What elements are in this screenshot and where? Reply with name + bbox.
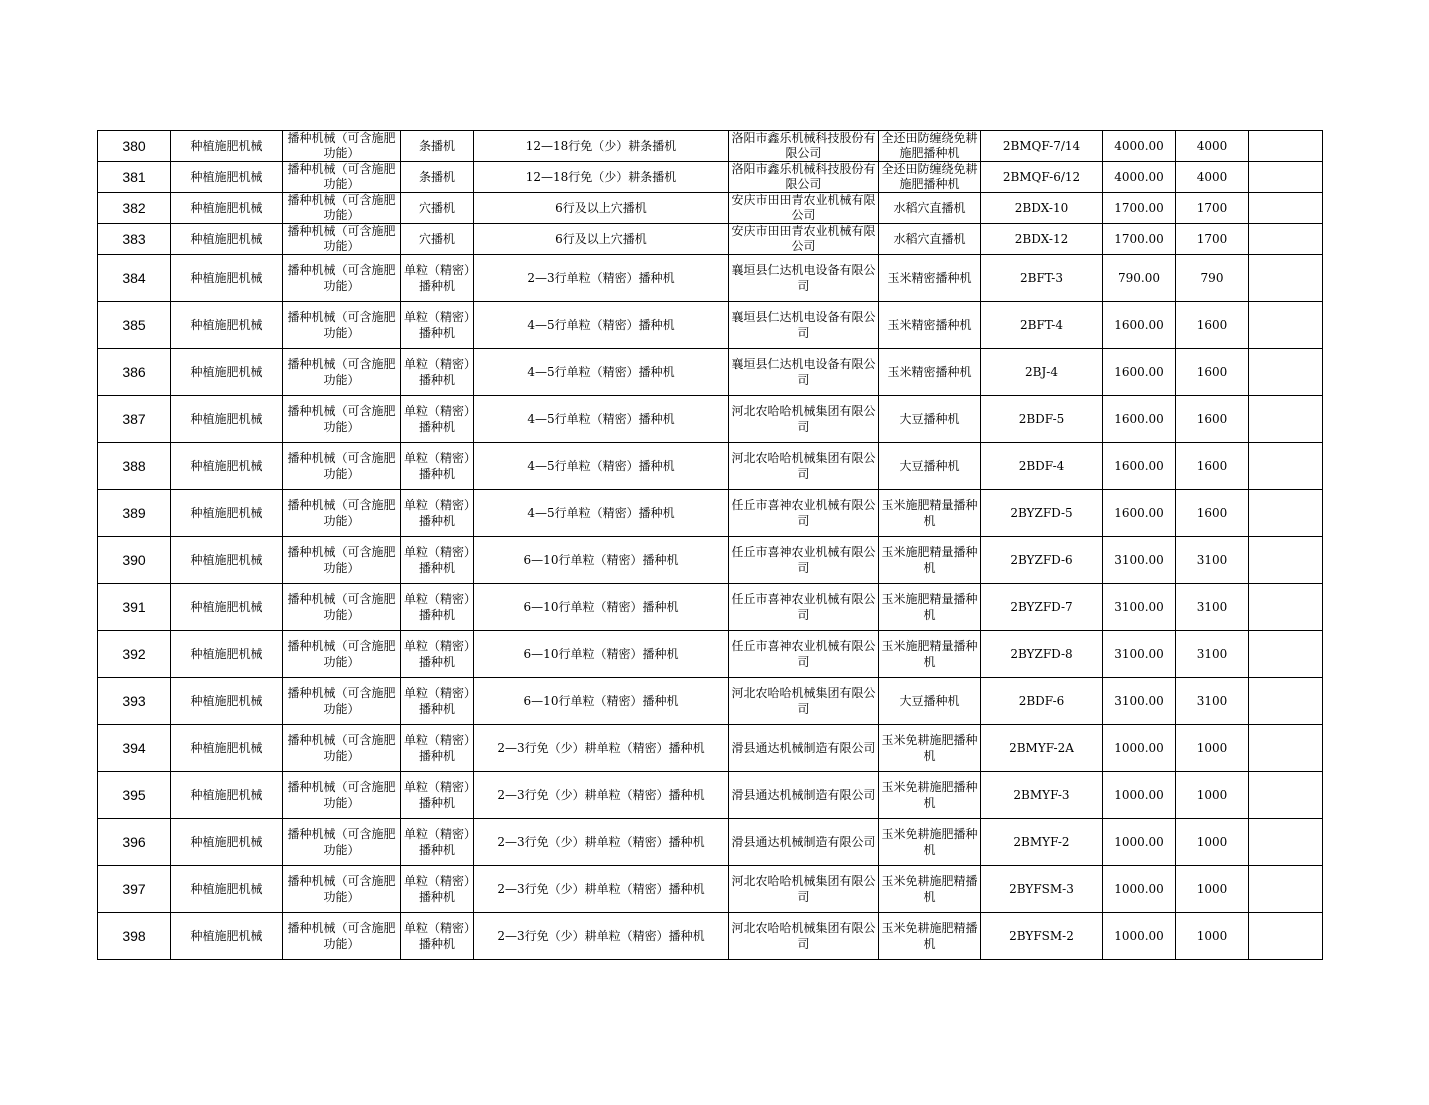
product-name-cell: 玉米施肥精量播种机 — [879, 631, 981, 678]
price-cell: 4000.00 — [1103, 131, 1176, 162]
remark-cell — [1249, 819, 1323, 866]
row-number-cell: 388 — [98, 443, 171, 490]
manufacturer-cell: 襄垣县仁达机电设备有限公司 — [729, 302, 879, 349]
manufacturer-cell: 任丘市喜神农业机械有限公司 — [729, 584, 879, 631]
manufacturer-cell: 河北农哈哈机械集团有限公司 — [729, 866, 879, 913]
model-number-cell: 2BYZFD-6 — [981, 537, 1103, 584]
model-number-cell: 2BMYF-2A — [981, 725, 1103, 772]
machine-grade-cell: 12—18行免（少）耕条播机 — [474, 162, 729, 193]
product-name-cell: 玉米免耕施肥播种机 — [879, 772, 981, 819]
machine-category-cell: 种植施肥机械 — [171, 490, 283, 537]
model-number-cell: 2BDX-10 — [981, 193, 1103, 224]
machine-type-cell: 单粒（精密）播种机 — [401, 725, 474, 772]
table-row — [98, 302, 1323, 349]
row-number-cell: 386 — [98, 349, 171, 396]
machine-subcategory-cell: 播种机械（可含施肥功能） — [283, 678, 401, 725]
remark-cell — [1249, 490, 1323, 537]
machine-subcategory-cell: 播种机械（可含施肥功能） — [283, 584, 401, 631]
product-name-cell: 大豆播种机 — [879, 396, 981, 443]
subsidy-amount-cell: 1700 — [1176, 193, 1249, 224]
table-row — [98, 396, 1323, 443]
machine-category-cell: 种植施肥机械 — [171, 631, 283, 678]
remark-cell — [1249, 443, 1323, 490]
price-cell: 1000.00 — [1103, 819, 1176, 866]
machine-category-cell: 种植施肥机械 — [171, 584, 283, 631]
model-number-cell: 2BMQF-6/12 — [981, 162, 1103, 193]
machine-subcategory-cell: 播种机械（可含施肥功能） — [283, 772, 401, 819]
machine-type-cell: 单粒（精密）播种机 — [401, 631, 474, 678]
machine-subcategory-cell: 播种机械（可含施肥功能） — [283, 490, 401, 537]
remark-cell — [1249, 866, 1323, 913]
manufacturer-cell: 滑县通达机械制造有限公司 — [729, 819, 879, 866]
remark-cell — [1249, 302, 1323, 349]
manufacturer-cell: 安庆市田田青农业机械有限公司 — [729, 193, 879, 224]
price-cell: 1000.00 — [1103, 866, 1176, 913]
machine-subcategory-cell: 播种机械（可含施肥功能） — [283, 255, 401, 302]
model-number-cell: 2BYFSM-2 — [981, 913, 1103, 960]
row-number-cell: 389 — [98, 490, 171, 537]
manufacturer-cell: 河北农哈哈机械集团有限公司 — [729, 678, 879, 725]
row-number-cell: 398 — [98, 913, 171, 960]
table-row — [98, 255, 1323, 302]
subsidy-amount-cell: 1000 — [1176, 819, 1249, 866]
subsidy-amount-cell: 1000 — [1176, 913, 1249, 960]
machine-grade-cell: 4—5行单粒（精密）播种机 — [474, 302, 729, 349]
price-cell: 3100.00 — [1103, 584, 1176, 631]
machine-type-cell: 单粒（精密）播种机 — [401, 819, 474, 866]
row-number-cell: 387 — [98, 396, 171, 443]
row-number-cell: 383 — [98, 224, 171, 255]
machine-category-cell: 种植施肥机械 — [171, 224, 283, 255]
remark-cell — [1249, 193, 1323, 224]
machine-grade-cell: 2—3行免（少）耕单粒（精密）播种机 — [474, 913, 729, 960]
machine-subcategory-cell: 播种机械（可含施肥功能） — [283, 193, 401, 224]
table-row — [98, 537, 1323, 584]
price-cell: 1600.00 — [1103, 302, 1176, 349]
price-cell: 3100.00 — [1103, 678, 1176, 725]
machine-subcategory-cell: 播种机械（可含施肥功能） — [283, 819, 401, 866]
table-row — [98, 866, 1323, 913]
price-cell: 1000.00 — [1103, 725, 1176, 772]
row-number-cell: 395 — [98, 772, 171, 819]
table-row — [98, 349, 1323, 396]
subsidy-amount-cell: 1000 — [1176, 866, 1249, 913]
machine-type-cell: 单粒（精密）播种机 — [401, 913, 474, 960]
product-name-cell: 玉米免耕施肥精播机 — [879, 913, 981, 960]
manufacturer-cell: 任丘市喜神农业机械有限公司 — [729, 537, 879, 584]
machine-grade-cell: 6—10行单粒（精密）播种机 — [474, 584, 729, 631]
machine-subcategory-cell: 播种机械（可含施肥功能） — [283, 396, 401, 443]
row-number-cell: 385 — [98, 302, 171, 349]
remark-cell — [1249, 131, 1323, 162]
model-number-cell: 2BFT-3 — [981, 255, 1103, 302]
machine-grade-cell: 2—3行免（少）耕单粒（精密）播种机 — [474, 725, 729, 772]
subsidy-amount-cell: 1600 — [1176, 302, 1249, 349]
machine-category-cell: 种植施肥机械 — [171, 913, 283, 960]
subsidy-amount-cell: 1700 — [1176, 224, 1249, 255]
machine-type-cell: 单粒（精密）播种机 — [401, 678, 474, 725]
machine-subcategory-cell: 播种机械（可含施肥功能） — [283, 162, 401, 193]
row-number-cell: 381 — [98, 162, 171, 193]
manufacturer-cell: 任丘市喜神农业机械有限公司 — [729, 631, 879, 678]
manufacturer-cell: 襄垣县仁达机电设备有限公司 — [729, 255, 879, 302]
machine-grade-cell: 12—18行免（少）耕条播机 — [474, 131, 729, 162]
price-cell: 1700.00 — [1103, 193, 1176, 224]
product-name-cell: 全还田防缠绕免耕施肥播种机 — [879, 131, 981, 162]
price-cell: 1600.00 — [1103, 443, 1176, 490]
machine-category-cell: 种植施肥机械 — [171, 162, 283, 193]
manufacturer-cell: 洛阳市鑫乐机械科技股份有限公司 — [729, 131, 879, 162]
price-cell: 1600.00 — [1103, 396, 1176, 443]
price-cell: 3100.00 — [1103, 631, 1176, 678]
subsidy-amount-cell: 1600 — [1176, 490, 1249, 537]
machine-grade-cell: 2—3行单粒（精密）播种机 — [474, 255, 729, 302]
row-number-cell: 391 — [98, 584, 171, 631]
remark-cell — [1249, 913, 1323, 960]
model-number-cell: 2BYFSM-3 — [981, 866, 1103, 913]
subsidy-amount-cell: 1000 — [1176, 725, 1249, 772]
product-name-cell: 玉米精密播种机 — [879, 349, 981, 396]
machine-subcategory-cell: 播种机械（可含施肥功能） — [283, 302, 401, 349]
machine-grade-cell: 4—5行单粒（精密）播种机 — [474, 443, 729, 490]
subsidy-amount-cell: 4000 — [1176, 162, 1249, 193]
machine-grade-cell: 2—3行免（少）耕单粒（精密）播种机 — [474, 866, 729, 913]
model-number-cell: 2BYZFD-5 — [981, 490, 1103, 537]
subsidy-amount-cell: 790 — [1176, 255, 1249, 302]
subsidy-amount-cell: 4000 — [1176, 131, 1249, 162]
machine-category-cell: 种植施肥机械 — [171, 678, 283, 725]
machine-category-cell: 种植施肥机械 — [171, 302, 283, 349]
row-number-cell: 393 — [98, 678, 171, 725]
table-row — [98, 913, 1323, 960]
table-row — [98, 193, 1323, 224]
product-name-cell: 全还田防缠绕免耕施肥播种机 — [879, 162, 981, 193]
machine-subcategory-cell: 播种机械（可含施肥功能） — [283, 725, 401, 772]
machine-category-cell: 种植施肥机械 — [171, 866, 283, 913]
subsidy-amount-cell: 1600 — [1176, 443, 1249, 490]
machine-category-cell: 种植施肥机械 — [171, 725, 283, 772]
table-row — [98, 490, 1323, 537]
machine-type-cell: 条播机 — [401, 162, 474, 193]
row-number-cell: 392 — [98, 631, 171, 678]
manufacturer-cell: 河北农哈哈机械集团有限公司 — [729, 396, 879, 443]
machine-type-cell: 单粒（精密）播种机 — [401, 349, 474, 396]
remark-cell — [1249, 725, 1323, 772]
manufacturer-cell: 滑县通达机械制造有限公司 — [729, 772, 879, 819]
machine-subcategory-cell: 播种机械（可含施肥功能） — [283, 349, 401, 396]
model-number-cell: 2BYZFD-8 — [981, 631, 1103, 678]
row-number-cell: 380 — [98, 131, 171, 162]
machine-grade-cell: 6行及以上穴播机 — [474, 193, 729, 224]
machine-type-cell: 单粒（精密）播种机 — [401, 443, 474, 490]
machine-category-cell: 种植施肥机械 — [171, 193, 283, 224]
machine-grade-cell: 4—5行单粒（精密）播种机 — [474, 349, 729, 396]
model-number-cell: 2BDF-6 — [981, 678, 1103, 725]
machine-type-cell: 穴播机 — [401, 224, 474, 255]
subsidy-amount-cell: 1600 — [1176, 396, 1249, 443]
model-number-cell: 2BMYF-3 — [981, 772, 1103, 819]
remark-cell — [1249, 584, 1323, 631]
model-number-cell: 2BMYF-2 — [981, 819, 1103, 866]
machine-category-cell: 种植施肥机械 — [171, 537, 283, 584]
subsidy-amount-cell: 1000 — [1176, 772, 1249, 819]
remark-cell — [1249, 678, 1323, 725]
row-number-cell: 390 — [98, 537, 171, 584]
remark-cell — [1249, 162, 1323, 193]
subsidy-amount-cell: 3100 — [1176, 631, 1249, 678]
product-name-cell: 大豆播种机 — [879, 678, 981, 725]
remark-cell — [1249, 396, 1323, 443]
model-number-cell: 2BYZFD-7 — [981, 584, 1103, 631]
model-number-cell: 2BDX-12 — [981, 224, 1103, 255]
product-name-cell: 玉米施肥精量播种机 — [879, 537, 981, 584]
model-number-cell: 2BFT-4 — [981, 302, 1103, 349]
remark-cell — [1249, 772, 1323, 819]
subsidy-amount-cell: 3100 — [1176, 584, 1249, 631]
machine-subcategory-cell: 播种机械（可含施肥功能） — [283, 537, 401, 584]
model-number-cell: 2BJ-4 — [981, 349, 1103, 396]
manufacturer-cell: 河北农哈哈机械集团有限公司 — [729, 913, 879, 960]
product-name-cell: 玉米精密播种机 — [879, 255, 981, 302]
model-number-cell: 2BDF-4 — [981, 443, 1103, 490]
product-name-cell: 水稻穴直播机 — [879, 224, 981, 255]
subsidy-amount-cell: 1600 — [1176, 349, 1249, 396]
machine-category-cell: 种植施肥机械 — [171, 819, 283, 866]
machine-subcategory-cell: 播种机械（可含施肥功能） — [283, 866, 401, 913]
machine-type-cell: 条播机 — [401, 131, 474, 162]
remark-cell — [1249, 631, 1323, 678]
table-row — [98, 162, 1323, 193]
remark-cell — [1249, 224, 1323, 255]
machine-type-cell: 单粒（精密）播种机 — [401, 490, 474, 537]
machine-category-cell: 种植施肥机械 — [171, 443, 283, 490]
machine-grade-cell: 6—10行单粒（精密）播种机 — [474, 678, 729, 725]
machine-grade-cell: 6行及以上穴播机 — [474, 224, 729, 255]
machine-grade-cell: 2—3行免（少）耕单粒（精密）播种机 — [474, 772, 729, 819]
machine-type-cell: 单粒（精密）播种机 — [401, 584, 474, 631]
subsidy-amount-cell: 3100 — [1176, 537, 1249, 584]
subsidy-machinery-table — [97, 130, 1323, 960]
table-row — [98, 678, 1323, 725]
machine-category-cell: 种植施肥机械 — [171, 349, 283, 396]
machine-subcategory-cell: 播种机械（可含施肥功能） — [283, 913, 401, 960]
row-number-cell: 382 — [98, 193, 171, 224]
product-name-cell: 玉米免耕施肥播种机 — [879, 819, 981, 866]
manufacturer-cell: 洛阳市鑫乐机械科技股份有限公司 — [729, 162, 879, 193]
product-name-cell: 玉米免耕施肥精播机 — [879, 866, 981, 913]
row-number-cell: 396 — [98, 819, 171, 866]
subsidy-amount-cell: 3100 — [1176, 678, 1249, 725]
manufacturer-cell: 河北农哈哈机械集团有限公司 — [729, 443, 879, 490]
model-number-cell: 2BMQF-7/14 — [981, 131, 1103, 162]
machine-category-cell: 种植施肥机械 — [171, 396, 283, 443]
price-cell: 1600.00 — [1103, 490, 1176, 537]
table-row — [98, 584, 1323, 631]
price-cell: 790.00 — [1103, 255, 1176, 302]
price-cell: 1600.00 — [1103, 349, 1176, 396]
machine-grade-cell: 4—5行单粒（精密）播种机 — [474, 490, 729, 537]
price-cell: 3100.00 — [1103, 537, 1176, 584]
machine-subcategory-cell: 播种机械（可含施肥功能） — [283, 224, 401, 255]
machine-subcategory-cell: 播种机械（可含施肥功能） — [283, 443, 401, 490]
row-number-cell: 384 — [98, 255, 171, 302]
table-row — [98, 819, 1323, 866]
machine-type-cell: 单粒（精密）播种机 — [401, 772, 474, 819]
product-name-cell: 大豆播种机 — [879, 443, 981, 490]
machine-category-cell: 种植施肥机械 — [171, 255, 283, 302]
table-row — [98, 772, 1323, 819]
remark-cell — [1249, 537, 1323, 584]
manufacturer-cell: 任丘市喜神农业机械有限公司 — [729, 490, 879, 537]
machine-type-cell: 单粒（精密）播种机 — [401, 866, 474, 913]
price-cell: 4000.00 — [1103, 162, 1176, 193]
machine-category-cell: 种植施肥机械 — [171, 772, 283, 819]
machine-subcategory-cell: 播种机械（可含施肥功能） — [283, 631, 401, 678]
table-row — [98, 443, 1323, 490]
price-cell: 1700.00 — [1103, 224, 1176, 255]
machine-subcategory-cell: 播种机械（可含施肥功能） — [283, 131, 401, 162]
remark-cell — [1249, 349, 1323, 396]
machine-category-cell: 种植施肥机械 — [171, 131, 283, 162]
machine-type-cell: 单粒（精密）播种机 — [401, 537, 474, 584]
machine-type-cell: 单粒（精密）播种机 — [401, 255, 474, 302]
model-number-cell: 2BDF-5 — [981, 396, 1103, 443]
machine-grade-cell: 6—10行单粒（精密）播种机 — [474, 631, 729, 678]
product-name-cell: 玉米精密播种机 — [879, 302, 981, 349]
price-cell: 1000.00 — [1103, 772, 1176, 819]
table-row — [98, 131, 1323, 162]
machine-grade-cell: 6—10行单粒（精密）播种机 — [474, 537, 729, 584]
table-row — [98, 725, 1323, 772]
row-number-cell: 397 — [98, 866, 171, 913]
machine-grade-cell: 2—3行免（少）耕单粒（精密）播种机 — [474, 819, 729, 866]
machine-grade-cell: 4—5行单粒（精密）播种机 — [474, 396, 729, 443]
machine-type-cell: 穴播机 — [401, 193, 474, 224]
price-cell: 1000.00 — [1103, 913, 1176, 960]
table-row — [98, 631, 1323, 678]
row-number-cell: 394 — [98, 725, 171, 772]
table-body — [98, 131, 1323, 960]
product-name-cell: 玉米施肥精量播种机 — [879, 490, 981, 537]
product-name-cell: 玉米免耕施肥播种机 — [879, 725, 981, 772]
product-name-cell: 玉米施肥精量播种机 — [879, 584, 981, 631]
product-name-cell: 水稻穴直播机 — [879, 193, 981, 224]
remark-cell — [1249, 255, 1323, 302]
machine-type-cell: 单粒（精密）播种机 — [401, 396, 474, 443]
manufacturer-cell: 襄垣县仁达机电设备有限公司 — [729, 349, 879, 396]
machine-type-cell: 单粒（精密）播种机 — [401, 302, 474, 349]
table-row — [98, 224, 1323, 255]
manufacturer-cell: 安庆市田田青农业机械有限公司 — [729, 224, 879, 255]
manufacturer-cell: 滑县通达机械制造有限公司 — [729, 725, 879, 772]
